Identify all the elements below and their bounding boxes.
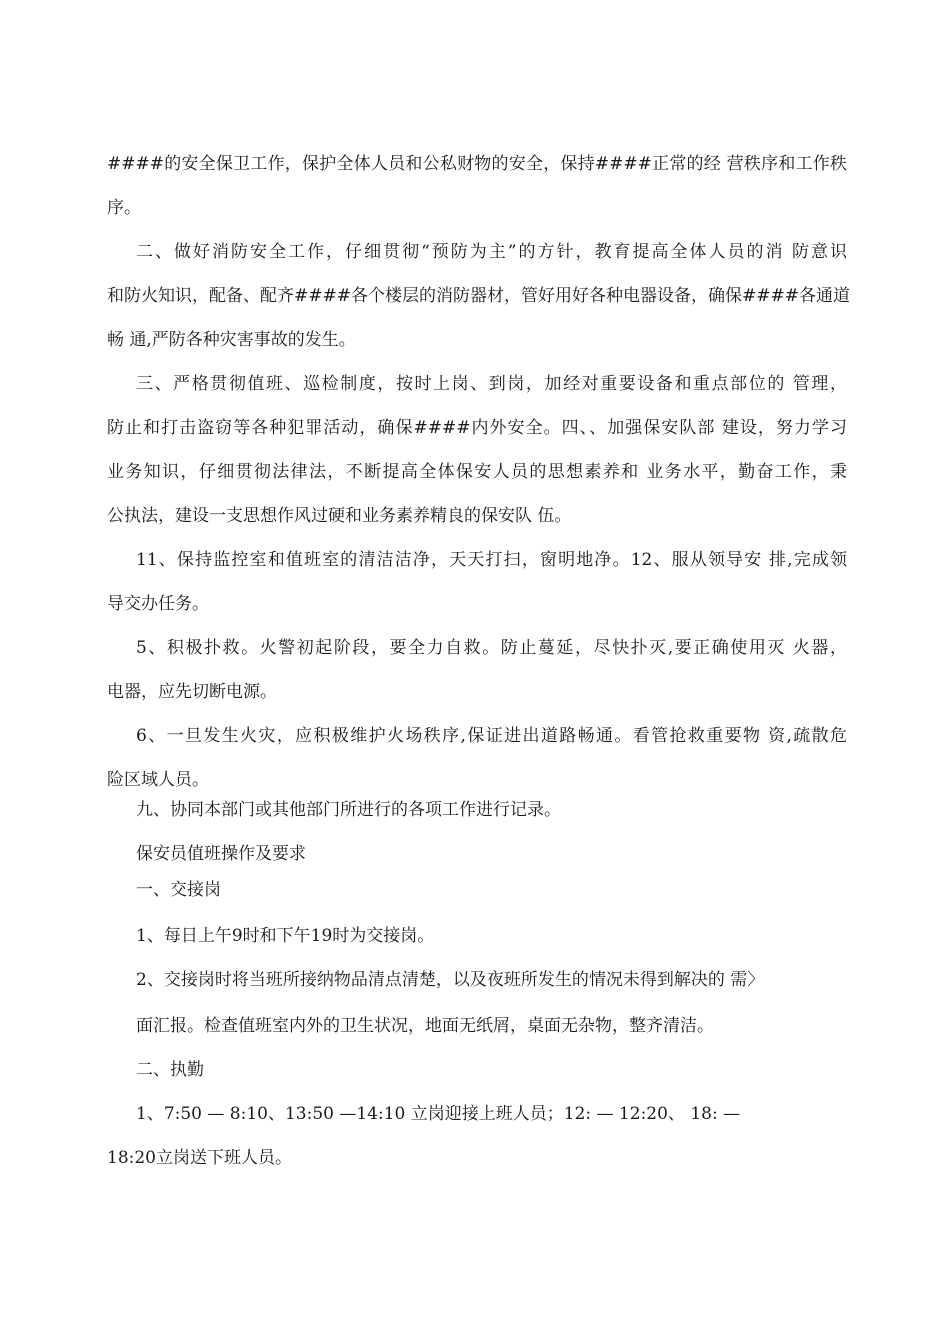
paragraph-line: 业务知识，仔细贯彻法律法，不断提高全体保安人员的思想素养和 业务水平，勤奋工作，秉 bbox=[107, 462, 847, 482]
paragraph-line: 6、一旦发生火灾，应积极维护火场秩序,保证进出道路畅通。看管抢救重要物 资,疏散危 bbox=[136, 726, 847, 746]
section-heading: 保安员值班操作及要求 bbox=[136, 844, 306, 864]
subsection-heading: 二、执勤 bbox=[136, 1060, 204, 1080]
paragraph-line: ####的安全保卫工作，保护全体人员和公私财物的安全，保持####正常的经 营秩序和工作秩 bbox=[107, 154, 847, 174]
paragraph-line: 11、保持监控室和值班室的清洁洁净，天天打扫，窗明地净。12、服从领导安 排,完成领 bbox=[136, 550, 847, 570]
paragraph-line: 二、做好消防安全工作，仔细贯彻“预防为主”的方针，教育提高全体人员的消 防意识 bbox=[136, 242, 847, 262]
paragraph-line: 5、积极扑救。火警初起阶段，要全力自救。防止蔓延，尽快扑灭,要正确使用灭 火器， bbox=[136, 638, 847, 658]
paragraph-line: 电器，应先切断电源。 bbox=[107, 682, 277, 702]
paragraph-line: 导交办任务。 bbox=[107, 594, 209, 614]
paragraph-line: 畅 通,严防各种灾害事故的发生。 bbox=[107, 330, 356, 350]
paragraph-line: 面汇报。检查值班室内外的卫生状况，地面无纸屑，桌面无杂物，整齐清洁。 bbox=[136, 1016, 714, 1036]
paragraph-line: 险区域人员。 bbox=[107, 770, 209, 790]
paragraph-line: 防止和打击盗窃等各种犯罪活动，确保####内外安全。四、、加强保安队部 建设，努力学习 bbox=[107, 418, 847, 438]
paragraph-line: 和防火知识，配备、配齐####各个楼层的消防器材，管好用好各种电器设备，确保####各通道 bbox=[107, 286, 850, 306]
paragraph-line: 2、交接岗时将当班所接纳物品清点清楚，以及夜班所发生的情况未得到解决的 需〉 bbox=[136, 970, 765, 990]
paragraph-line: 公执法，建设一支思想作风过硬和业务素养精良的保安队 伍。 bbox=[107, 506, 572, 526]
subsection-heading: 一、交接岗 bbox=[136, 880, 221, 900]
paragraph-line: 1、每日上午9时和下午19时为交接岗。 bbox=[136, 926, 435, 946]
paragraph-line: 18:20立岗送下班人员。 bbox=[107, 1148, 292, 1168]
paragraph-line: 三、严格贯彻值班、巡检制度，按时上岗、到岗，加经对重要设备和重点部位的 管理， bbox=[136, 374, 847, 394]
paragraph-line: 1、7:50 — 8:10、13:50 —14:10 立岗迎接上班人员；12: — 12:20、 18: — bbox=[136, 1104, 741, 1124]
paragraph-line: 序。 bbox=[107, 198, 141, 218]
paragraph-line: 九、协同本部门或其他部门所进行的各项工作进行记录。 bbox=[136, 800, 561, 820]
